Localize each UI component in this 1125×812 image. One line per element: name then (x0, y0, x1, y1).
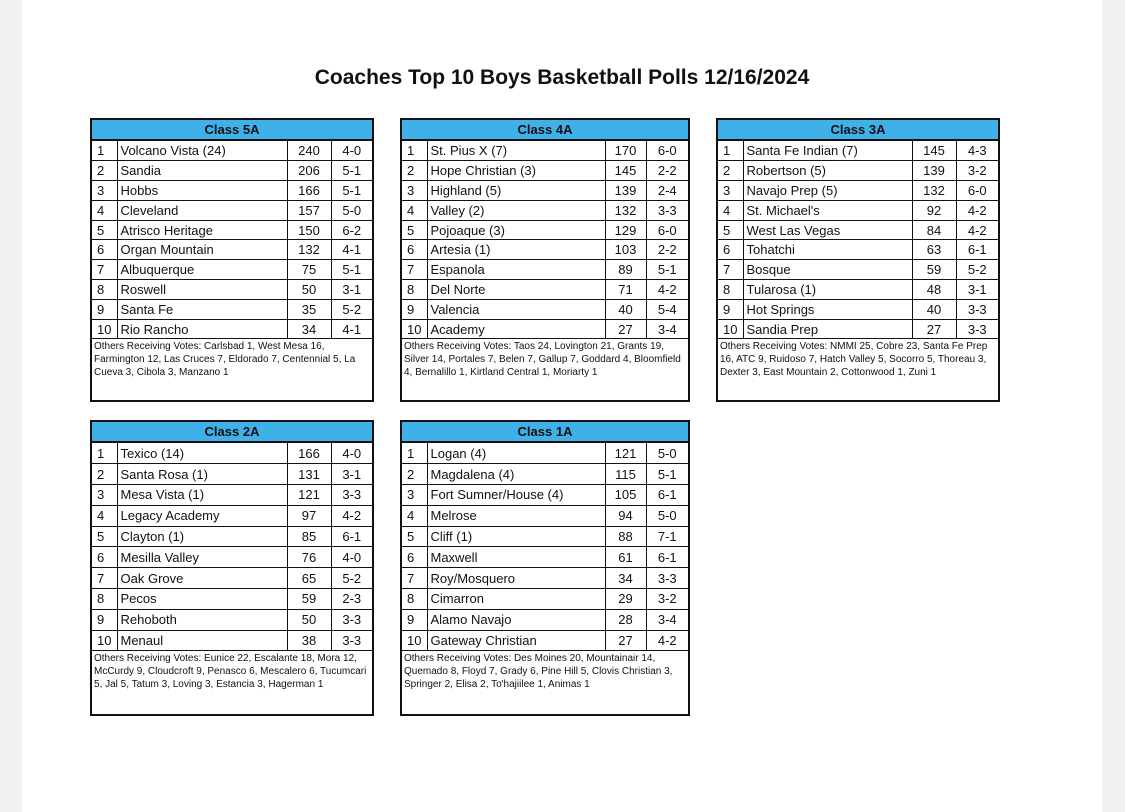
team-cell: Cimarron (427, 589, 605, 610)
rank-cell: 9 (402, 609, 427, 630)
table-row (92, 505, 372, 526)
rank-cell: 2 (402, 161, 427, 181)
table-row (92, 630, 372, 651)
others-receiving-votes: Others Receiving Votes: Eunice 22, Escalante 18, Mora 12, McCurdy 9, Cloudcroft 9, Penasco 6, Mescalero 6, Tucumcari 5, Jal 5, Tatum 3, Loving 3, Estancia 3, Hagerman 1 (94, 653, 367, 691)
points-cell: 27 (605, 630, 646, 651)
rank-cell: 7 (402, 568, 427, 589)
table-row (402, 299, 688, 319)
team-cell: Hot Springs (743, 299, 912, 319)
poll-header: Class 5A (92, 120, 372, 141)
points-cell: 132 (912, 181, 956, 201)
record-cell: 4-0 (331, 443, 372, 464)
table-row (718, 260, 998, 280)
table-row (718, 181, 998, 201)
points-cell: 129 (605, 220, 646, 240)
record-cell: 3-1 (956, 280, 998, 300)
team-cell: Cliff (1) (427, 526, 605, 547)
points-cell: 150 (287, 220, 331, 240)
points-cell: 76 (287, 547, 331, 568)
record-cell: 3-3 (331, 630, 372, 651)
record-cell: 4-0 (331, 141, 372, 161)
points-cell: 92 (912, 200, 956, 220)
points-cell: 121 (287, 485, 331, 506)
table-row (718, 161, 998, 181)
team-cell: St. Pius X (7) (427, 141, 605, 161)
record-cell: 4-1 (331, 319, 372, 339)
points-cell: 94 (605, 505, 646, 526)
record-cell: 3-3 (956, 299, 998, 319)
team-cell: Tularosa (1) (743, 280, 912, 300)
table-row (92, 443, 372, 464)
rank-cell: 6 (718, 240, 743, 260)
rank-cell: 5 (402, 220, 427, 240)
table-row (402, 181, 688, 201)
table-row (92, 589, 372, 610)
rankings-table (402, 141, 688, 339)
record-cell: 6-1 (956, 240, 998, 260)
record-cell: 3-3 (956, 319, 998, 339)
team-cell: Oak Grove (117, 568, 287, 589)
others-receiving-votes: Others Receiving Votes: Taos 24, Lovington 21, Grants 19, Silver 14, Portales 7, Belen 7, Gallup 7, Goddard 4, Bloomfield 4, Bernalillo 1, Kirtland Central 1, Moriarty 1 (404, 341, 681, 379)
poll-header: Class 4A (402, 120, 688, 141)
record-cell: 4-2 (331, 505, 372, 526)
record-cell: 3-2 (646, 589, 688, 610)
points-cell: 139 (912, 161, 956, 181)
record-cell: 5-1 (646, 464, 688, 485)
team-cell: Tohatchi (743, 240, 912, 260)
team-cell: Hope Christian (3) (427, 161, 605, 181)
record-cell: 6-1 (331, 526, 372, 547)
team-cell: Roy/Mosquero (427, 568, 605, 589)
record-cell: 5-4 (646, 299, 688, 319)
points-cell: 50 (287, 609, 331, 630)
document-page (22, 0, 1102, 812)
table-row (402, 547, 688, 568)
team-cell: Volcano Vista (24) (117, 141, 287, 161)
table-row (718, 141, 998, 161)
team-cell: Sandia (117, 161, 287, 181)
points-cell: 63 (912, 240, 956, 260)
rank-cell: 10 (402, 630, 427, 651)
team-cell: Santa Rosa (1) (117, 464, 287, 485)
table-row (402, 220, 688, 240)
record-cell: 6-1 (646, 547, 688, 568)
record-cell: 3-1 (331, 280, 372, 300)
table-row (92, 260, 372, 280)
rank-cell: 3 (718, 181, 743, 201)
rank-cell: 4 (92, 505, 117, 526)
team-cell: Organ Mountain (117, 240, 287, 260)
team-cell: Magdalena (4) (427, 464, 605, 485)
points-cell: 105 (605, 485, 646, 506)
table-row (402, 526, 688, 547)
rank-cell: 7 (402, 260, 427, 280)
points-cell: 40 (605, 299, 646, 319)
record-cell: 2-2 (646, 240, 688, 260)
team-cell: Mesa Vista (1) (117, 485, 287, 506)
poll-class-4a (400, 118, 690, 402)
table-row (402, 568, 688, 589)
team-cell: Roswell (117, 280, 287, 300)
rank-cell: 10 (718, 319, 743, 339)
rank-cell: 2 (92, 464, 117, 485)
rank-cell: 1 (718, 141, 743, 161)
team-cell: Melrose (427, 505, 605, 526)
record-cell: 4-1 (331, 240, 372, 260)
rankings-table (718, 141, 998, 339)
table-row (92, 609, 372, 630)
rank-cell: 5 (402, 526, 427, 547)
team-cell: Santa Fe Indian (7) (743, 141, 912, 161)
team-cell: Legacy Academy (117, 505, 287, 526)
rank-cell: 9 (92, 609, 117, 630)
record-cell: 4-3 (956, 141, 998, 161)
points-cell: 88 (605, 526, 646, 547)
rank-cell: 1 (92, 141, 117, 161)
record-cell: 3-2 (956, 161, 998, 181)
points-cell: 170 (605, 141, 646, 161)
table-row (718, 319, 998, 339)
team-cell: Texico (14) (117, 443, 287, 464)
rank-cell: 10 (402, 319, 427, 339)
record-cell: 6-0 (646, 141, 688, 161)
record-cell: 4-2 (646, 630, 688, 651)
points-cell: 27 (605, 319, 646, 339)
table-row (402, 141, 688, 161)
record-cell: 7-1 (646, 526, 688, 547)
table-row (718, 200, 998, 220)
record-cell: 3-3 (331, 485, 372, 506)
record-cell: 5-1 (646, 260, 688, 280)
rank-cell: 9 (718, 299, 743, 319)
record-cell: 3-4 (646, 319, 688, 339)
points-cell: 40 (912, 299, 956, 319)
team-cell: Valley (2) (427, 200, 605, 220)
points-cell: 59 (912, 260, 956, 280)
others-receiving-votes: Others Receiving Votes: NMMI 25, Cobre 23, Santa Fe Prep 16, ATC 9, Ruidoso 7, Hatch Valley 5, Socorro 5, Thoreau 3, Dexter 3, East Mountain 2, Cottonwood 1, Zuni 1 (720, 341, 988, 379)
points-cell: 38 (287, 630, 331, 651)
team-cell: Mesilla Valley (117, 547, 287, 568)
rank-cell: 8 (92, 589, 117, 610)
record-cell: 2-3 (331, 589, 372, 610)
team-cell: Espanola (427, 260, 605, 280)
rank-cell: 10 (92, 319, 117, 339)
rank-cell: 7 (718, 260, 743, 280)
table-row (402, 609, 688, 630)
table-row (92, 464, 372, 485)
points-cell: 103 (605, 240, 646, 260)
points-cell: 132 (605, 200, 646, 220)
record-cell: 5-1 (331, 181, 372, 201)
points-cell: 59 (287, 589, 331, 610)
team-cell: Gateway Christian (427, 630, 605, 651)
table-row (92, 568, 372, 589)
rank-cell: 4 (92, 200, 117, 220)
points-cell: 34 (605, 568, 646, 589)
rank-cell: 9 (402, 299, 427, 319)
points-cell: 97 (287, 505, 331, 526)
page-title: Coaches Top 10 Boys Basketball Polls 12/16/2024 (314, 66, 810, 89)
others-receiving-votes: Others Receiving Votes: Des Moines 20, Mountainair 14, Quemado 8, Floyd 7, Grady 6, Pine Hill 5, Clovis Christian 3, Springer 2, Elisa 2, To'hajiilee 1, Animas 1 (404, 653, 673, 691)
rankings-table (402, 443, 688, 651)
rank-cell: 6 (92, 547, 117, 568)
table-row (402, 161, 688, 181)
rank-cell: 3 (402, 181, 427, 201)
rank-cell: 5 (718, 220, 743, 240)
record-cell: 4-2 (956, 220, 998, 240)
points-cell: 84 (912, 220, 956, 240)
rank-cell: 1 (402, 141, 427, 161)
record-cell: 5-0 (331, 200, 372, 220)
table-row (402, 280, 688, 300)
points-cell: 35 (287, 299, 331, 319)
team-cell: Santa Fe (117, 299, 287, 319)
table-row (92, 161, 372, 181)
rank-cell: 10 (92, 630, 117, 651)
record-cell: 5-2 (331, 299, 372, 319)
points-cell: 157 (287, 200, 331, 220)
table-row (92, 240, 372, 260)
points-cell: 145 (912, 141, 956, 161)
team-cell: Rehoboth (117, 609, 287, 630)
team-cell: Navajo Prep (5) (743, 181, 912, 201)
team-cell: Logan (4) (427, 443, 605, 464)
team-cell: Pecos (117, 589, 287, 610)
poll-header: Class 1A (402, 422, 688, 443)
points-cell: 131 (287, 464, 331, 485)
points-cell: 166 (287, 181, 331, 201)
points-cell: 115 (605, 464, 646, 485)
table-row (92, 526, 372, 547)
points-cell: 139 (605, 181, 646, 201)
team-cell: Cleveland (117, 200, 287, 220)
points-cell: 145 (605, 161, 646, 181)
record-cell: 6-0 (646, 220, 688, 240)
points-cell: 48 (912, 280, 956, 300)
team-cell: Artesia (1) (427, 240, 605, 260)
points-cell: 61 (605, 547, 646, 568)
points-cell: 206 (287, 161, 331, 181)
team-cell: Rio Rancho (117, 319, 287, 339)
points-cell: 132 (287, 240, 331, 260)
table-row (402, 240, 688, 260)
rank-cell: 7 (92, 260, 117, 280)
points-cell: 240 (287, 141, 331, 161)
team-cell: Alamo Navajo (427, 609, 605, 630)
points-cell: 27 (912, 319, 956, 339)
record-cell: 4-2 (956, 200, 998, 220)
points-cell: 121 (605, 443, 646, 464)
rankings-table (92, 443, 372, 651)
points-cell: 166 (287, 443, 331, 464)
team-cell: St. Michael's (743, 200, 912, 220)
record-cell: 3-3 (646, 568, 688, 589)
record-cell: 5-1 (331, 161, 372, 181)
rank-cell: 2 (92, 161, 117, 181)
rank-cell: 6 (402, 547, 427, 568)
table-row (402, 589, 688, 610)
table-row (92, 299, 372, 319)
record-cell: 4-0 (331, 547, 372, 568)
rankings-table (92, 141, 372, 339)
table-row (92, 485, 372, 506)
team-cell: Academy (427, 319, 605, 339)
table-row (718, 299, 998, 319)
rank-cell: 6 (402, 240, 427, 260)
poll-class-2a (90, 420, 374, 716)
rank-cell: 3 (92, 181, 117, 201)
table-row (718, 240, 998, 260)
rank-cell: 7 (92, 568, 117, 589)
rank-cell: 8 (92, 280, 117, 300)
poll-class-1a (400, 420, 690, 716)
table-row (92, 181, 372, 201)
rank-cell: 4 (402, 505, 427, 526)
record-cell: 5-1 (331, 260, 372, 280)
team-cell: Albuquerque (117, 260, 287, 280)
team-cell: Fort Sumner/House (4) (427, 485, 605, 506)
table-row (92, 319, 372, 339)
table-row (402, 200, 688, 220)
record-cell: 5-2 (331, 568, 372, 589)
table-row (718, 280, 998, 300)
team-cell: Sandia Prep (743, 319, 912, 339)
points-cell: 71 (605, 280, 646, 300)
record-cell: 2-2 (646, 161, 688, 181)
points-cell: 34 (287, 319, 331, 339)
team-cell: Bosque (743, 260, 912, 280)
table-row (718, 220, 998, 240)
record-cell: 2-4 (646, 181, 688, 201)
table-row (92, 547, 372, 568)
table-row (92, 220, 372, 240)
points-cell: 89 (605, 260, 646, 280)
table-row (402, 464, 688, 485)
team-cell: Hobbs (117, 181, 287, 201)
others-receiving-votes: Others Receiving Votes: Carlsbad 1, West Mesa 16, Farmington 12, Las Cruces 7, Eldorado 7, Centennial 5, La Cueva 3, Cibola 3, Manzano 1 (94, 341, 356, 379)
rank-cell: 8 (402, 280, 427, 300)
table-row (402, 505, 688, 526)
record-cell: 3-3 (646, 200, 688, 220)
record-cell: 3-4 (646, 609, 688, 630)
record-cell: 5-2 (956, 260, 998, 280)
table-row (402, 485, 688, 506)
rank-cell: 8 (718, 280, 743, 300)
team-cell: Valencia (427, 299, 605, 319)
team-cell: Maxwell (427, 547, 605, 568)
points-cell: 28 (605, 609, 646, 630)
rank-cell: 9 (92, 299, 117, 319)
rank-cell: 1 (402, 443, 427, 464)
rank-cell: 5 (92, 220, 117, 240)
points-cell: 65 (287, 568, 331, 589)
record-cell: 3-1 (331, 464, 372, 485)
team-cell: Clayton (1) (117, 526, 287, 547)
rank-cell: 2 (718, 161, 743, 181)
team-cell: Del Norte (427, 280, 605, 300)
table-row (92, 141, 372, 161)
poll-header: Class 3A (718, 120, 998, 141)
team-cell: Highland (5) (427, 181, 605, 201)
poll-class-3a (716, 118, 1000, 402)
table-row (92, 200, 372, 220)
record-cell: 4-2 (646, 280, 688, 300)
rank-cell: 1 (92, 443, 117, 464)
record-cell: 3-3 (331, 609, 372, 630)
rank-cell: 6 (92, 240, 117, 260)
poll-class-5a (90, 118, 374, 402)
rank-cell: 4 (718, 200, 743, 220)
rank-cell: 3 (92, 485, 117, 506)
rank-cell: 4 (402, 200, 427, 220)
table-row (402, 319, 688, 339)
rank-cell: 5 (92, 526, 117, 547)
team-cell: Pojoaque (3) (427, 220, 605, 240)
poll-header: Class 2A (92, 422, 372, 443)
record-cell: 6-0 (956, 181, 998, 201)
record-cell: 6-2 (331, 220, 372, 240)
team-cell: West Las Vegas (743, 220, 912, 240)
team-cell: Atrisco Heritage (117, 220, 287, 240)
record-cell: 5-0 (646, 443, 688, 464)
points-cell: 50 (287, 280, 331, 300)
table-row (402, 260, 688, 280)
team-cell: Robertson (5) (743, 161, 912, 181)
points-cell: 75 (287, 260, 331, 280)
table-row (402, 443, 688, 464)
record-cell: 5-0 (646, 505, 688, 526)
rank-cell: 3 (402, 485, 427, 506)
table-row (402, 630, 688, 651)
team-cell: Menaul (117, 630, 287, 651)
table-row (92, 280, 372, 300)
record-cell: 6-1 (646, 485, 688, 506)
rank-cell: 2 (402, 464, 427, 485)
rank-cell: 8 (402, 589, 427, 610)
points-cell: 85 (287, 526, 331, 547)
points-cell: 29 (605, 589, 646, 610)
